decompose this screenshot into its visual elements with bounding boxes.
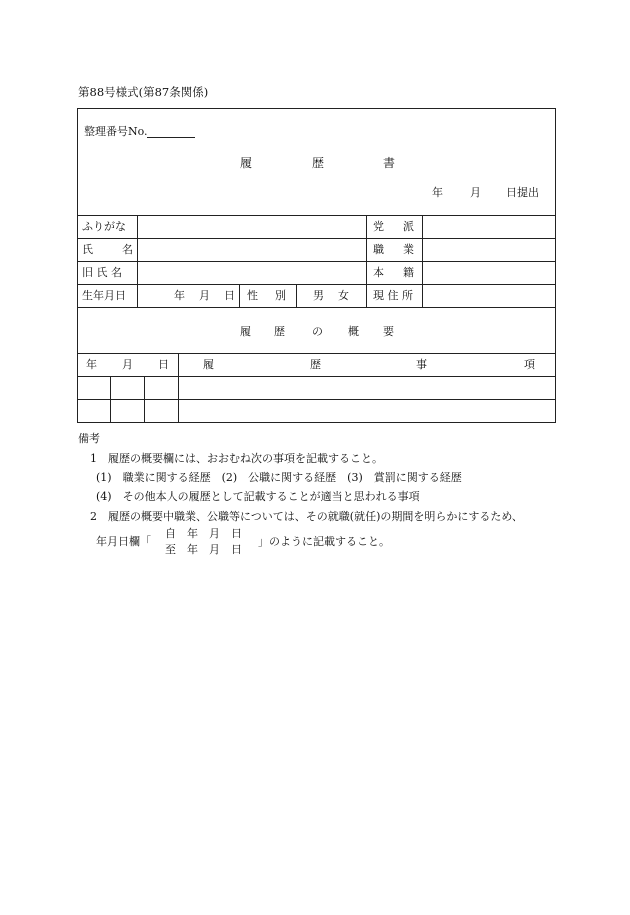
- row-divider: [77, 376, 556, 377]
- col-header-history-2: 歴: [310, 358, 321, 371]
- note-item-1-sub-1: (1) 職業に関する経歴 (2) 公職に関する経歴 (3) 賞罰に関する経歴: [96, 471, 462, 484]
- col-divider: [137, 215, 138, 307]
- sex-option-male: 男: [313, 289, 324, 302]
- occupation-label-2: 業: [403, 243, 414, 256]
- notes-heading: 備考: [78, 432, 100, 445]
- note-item-1: 1 履歴の概要欄には、おおむね次の事項を記載すること。: [90, 452, 383, 465]
- col-divider: [422, 215, 423, 307]
- title-char-1: 履: [240, 156, 253, 170]
- title-char-3: 書: [383, 156, 396, 170]
- seiri-number-blank: [147, 137, 195, 138]
- domicile-label-1: 本: [373, 266, 384, 279]
- col-header-year: 年: [86, 358, 97, 371]
- row-divider: [77, 307, 556, 308]
- col-header-day: 日: [158, 358, 169, 371]
- note-item-2-prefix: 年月日欄「: [96, 535, 151, 548]
- col-divider: [239, 284, 240, 307]
- note-item-2-from: 自 年 月 日: [165, 527, 242, 540]
- col-divider: [110, 376, 111, 423]
- col-header-month: 月: [122, 358, 133, 371]
- row-divider: [77, 215, 556, 216]
- address-label: 現 住 所: [373, 289, 413, 302]
- birth-month-unit: 月: [199, 289, 210, 302]
- submit-month: 月: [470, 186, 481, 199]
- name-label-1: 氏: [82, 243, 93, 256]
- occupation-label-1: 職: [373, 243, 384, 256]
- party-label-2: 派: [403, 220, 414, 233]
- title-char-2: 歴: [312, 156, 325, 170]
- note-item-2: 2 履歴の概要中職業、公職等については、その就職(就任)の期間を明らかにするため、: [90, 510, 523, 523]
- submit-day: 日提出: [506, 186, 539, 199]
- col-divider: [366, 215, 367, 307]
- submit-year: 年: [432, 186, 443, 199]
- seiri-number-label: 整理番号No.: [84, 125, 148, 138]
- summary-heading-char-5: 要: [383, 325, 394, 338]
- col-header-item-1: 事: [416, 358, 427, 371]
- summary-heading-char-4: 概: [348, 325, 359, 338]
- former-name-label: 旧 氏 名: [82, 266, 122, 279]
- domicile-label-2: 籍: [403, 266, 414, 279]
- note-item-2-to: 至 年 月 日: [165, 543, 242, 556]
- col-divider: [296, 284, 297, 307]
- birth-year-unit: 年: [174, 289, 185, 302]
- col-header-item-2: 項: [524, 358, 535, 371]
- col-divider: [144, 376, 145, 423]
- birth-day-unit: 日: [224, 289, 235, 302]
- col-divider: [178, 353, 179, 423]
- sex-label-1: 性: [247, 289, 258, 302]
- row-divider: [77, 399, 556, 400]
- birth-date-label: 生年月日: [82, 289, 126, 302]
- summary-heading-char-3: の: [312, 325, 323, 338]
- furigana-label: ふりがな: [82, 220, 126, 233]
- note-item-2-suffix: 」のように記載すること。: [258, 535, 390, 548]
- row-divider: [77, 353, 556, 354]
- sex-option-female: 女: [338, 289, 349, 302]
- party-label-1: 党: [373, 220, 384, 233]
- sex-label-2: 別: [275, 289, 286, 302]
- name-label-2: 名: [122, 243, 133, 256]
- summary-heading-char-1: 履: [240, 325, 251, 338]
- row-divider: [77, 261, 556, 262]
- summary-heading-char-2: 歴: [274, 325, 285, 338]
- row-divider: [77, 284, 556, 285]
- form-number: 第88号様式(第87条関係): [78, 85, 209, 99]
- row-divider: [77, 238, 556, 239]
- col-header-history-1: 履: [203, 358, 214, 371]
- note-item-1-sub-2: (4) その他本人の履歴として記載することが適当と思われる事項: [96, 490, 420, 503]
